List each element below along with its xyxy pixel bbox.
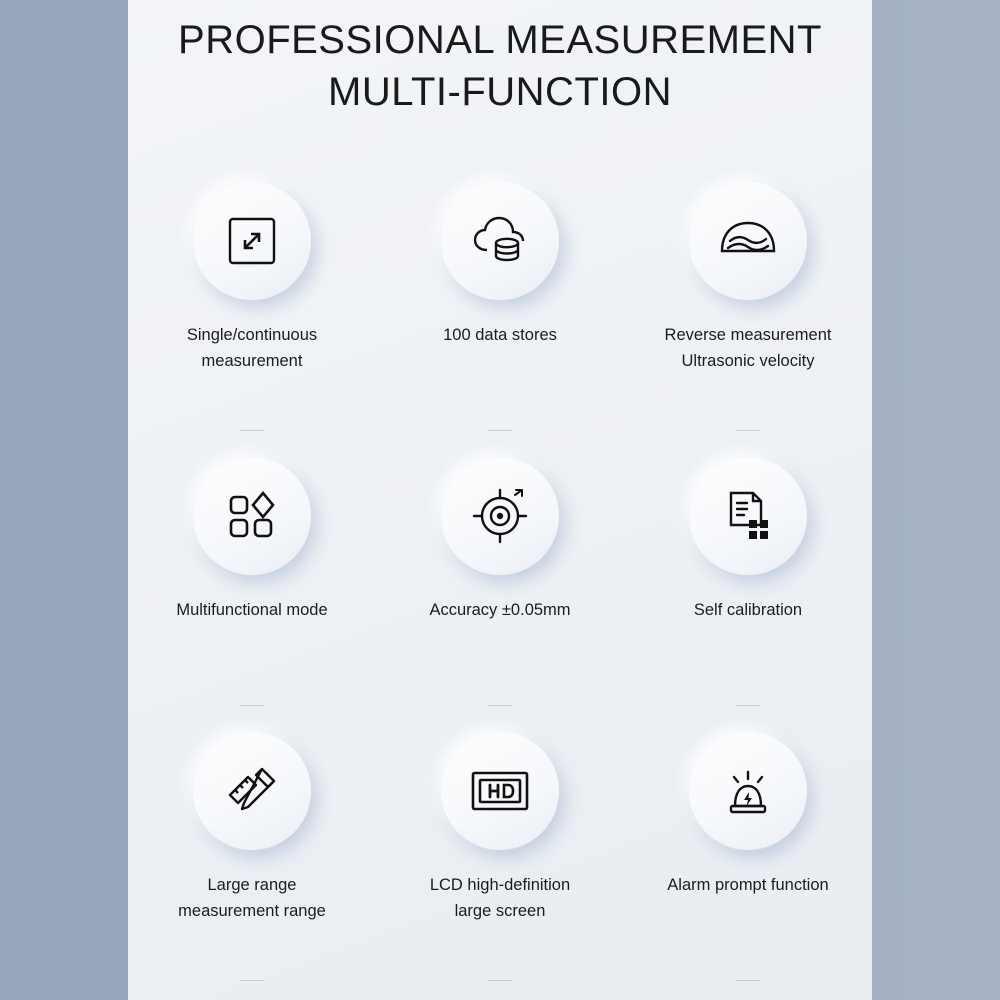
icon-badge xyxy=(193,732,311,850)
caption-line-1: Self calibration xyxy=(693,601,803,619)
caption-line-2: measurement xyxy=(201,352,303,370)
feature-caption xyxy=(694,597,802,623)
icon-badge xyxy=(441,732,559,850)
feature-caption xyxy=(429,597,570,623)
item-divider xyxy=(488,705,512,706)
shapes-grid-icon xyxy=(223,487,281,545)
page-title-line-1: PROFESSIONAL MEASUREMENT xyxy=(178,18,822,62)
rulers-pencil-icon xyxy=(222,761,282,821)
icon-badge xyxy=(689,182,807,300)
feature-caption xyxy=(187,322,317,374)
caption-line-1: Reverse measurement xyxy=(664,326,832,344)
feature-item-accuracy xyxy=(376,457,624,732)
caption-line-1: Single/continuous xyxy=(186,326,318,344)
feature-grid xyxy=(128,182,872,1000)
feature-item-multifunctional-mode xyxy=(128,457,376,732)
feature-item-large-range xyxy=(128,732,376,1000)
caption-line-2: measurement range xyxy=(178,902,326,920)
caption-line-1: Accuracy ±0.05mm xyxy=(429,601,571,619)
feature-item-reverse-measurement xyxy=(624,182,872,457)
alarm-siren-icon xyxy=(719,762,777,820)
caption-line-1: Alarm prompt function xyxy=(667,876,829,894)
icon-badge xyxy=(441,457,559,575)
feature-caption xyxy=(665,322,832,374)
item-divider xyxy=(488,430,512,431)
feature-item-single-continuous xyxy=(128,182,376,457)
item-divider xyxy=(736,705,760,706)
item-divider xyxy=(240,980,264,981)
ultrasonic-wave-icon xyxy=(716,215,780,267)
item-divider xyxy=(736,430,760,431)
feature-item-data-stores xyxy=(376,182,624,457)
feature-card xyxy=(128,0,872,1000)
icon-badge xyxy=(689,732,807,850)
feature-caption xyxy=(667,872,828,898)
document-calibration-icon xyxy=(719,487,777,545)
resize-arrows-icon xyxy=(223,212,281,270)
feature-caption xyxy=(176,597,327,623)
caption-line-2: Ultrasonic velocity xyxy=(681,352,815,370)
caption-line-2: large screen xyxy=(454,902,546,920)
item-divider xyxy=(240,430,264,431)
item-divider xyxy=(488,980,512,981)
icon-badge xyxy=(441,182,559,300)
cloud-database-icon xyxy=(469,212,531,270)
icon-badge xyxy=(689,457,807,575)
feature-caption xyxy=(430,872,570,924)
hd-screen-icon xyxy=(469,767,531,815)
icon-badge xyxy=(193,182,311,300)
icon-badge xyxy=(193,457,311,575)
target-crosshair-icon xyxy=(470,486,530,546)
feature-caption xyxy=(178,872,326,924)
item-divider xyxy=(240,705,264,706)
feature-item-lcd-screen xyxy=(376,732,624,1000)
caption-line-1: Large range xyxy=(207,876,297,894)
feature-caption xyxy=(443,322,557,348)
caption-line-1: 100 data stores xyxy=(443,326,557,344)
item-divider xyxy=(736,980,760,981)
caption-line-1: Multifunctional mode xyxy=(176,601,328,619)
caption-line-1: LCD high-definition xyxy=(429,876,571,894)
feature-item-self-calibration xyxy=(624,457,872,732)
feature-item-alarm xyxy=(624,732,872,1000)
page-title-line-2: MULTI-FUNCTION xyxy=(328,70,672,114)
